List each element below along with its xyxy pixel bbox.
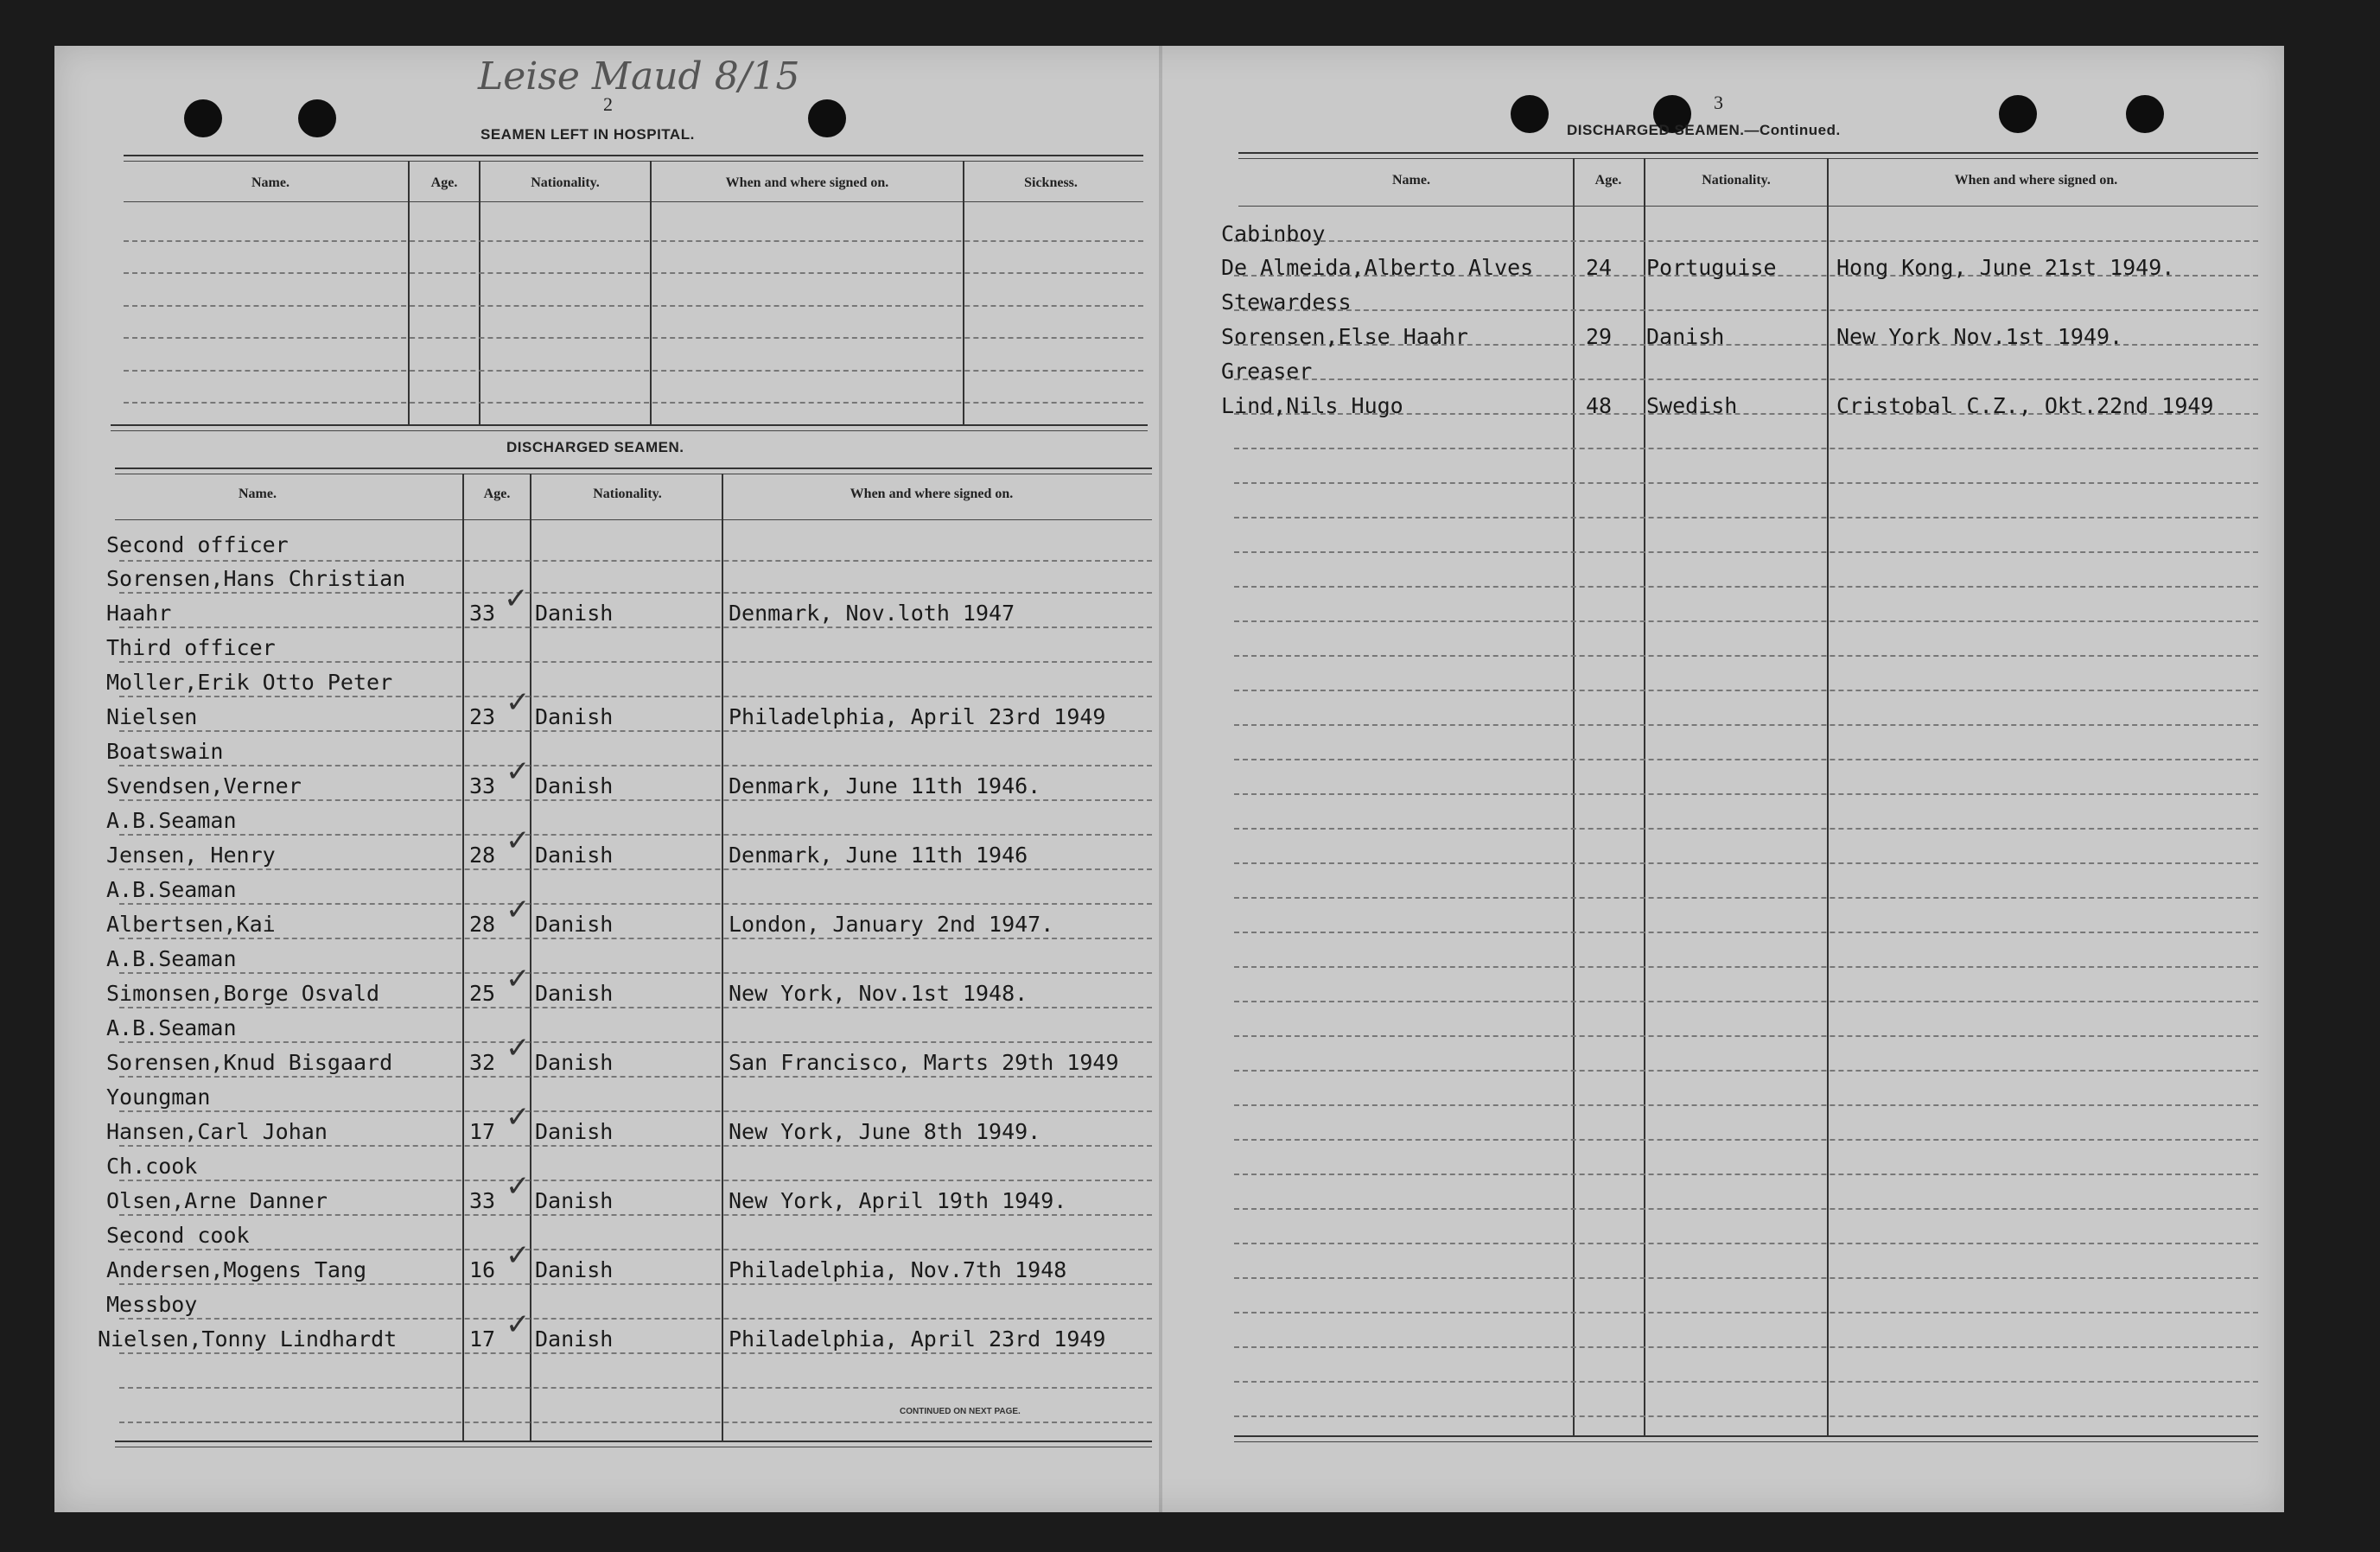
punch-hole: [1999, 95, 2037, 133]
crew-nationality: Danish: [1646, 324, 1725, 349]
check-mark-icon: ✓: [504, 582, 529, 616]
crew-signed-on: San Francisco, Marts 29th 1949: [729, 1050, 1119, 1075]
crew-age: 28: [469, 843, 496, 868]
punch-hole: [2126, 95, 2164, 133]
crew-signed-on: Hong Kong, June 21st 1949.: [1836, 255, 2175, 280]
right-col-nationality: Nationality.: [1702, 173, 1771, 188]
crew-rank: A.B.Seaman: [106, 808, 237, 833]
hospital-col-name: Name.: [251, 175, 290, 190]
crew-nationality: Danish: [535, 1119, 614, 1144]
discharged-section-title: DISCHARGED SEAMEN.: [506, 439, 684, 455]
hospital-col-age: Age.: [430, 175, 458, 190]
crew-rank: A.B.Seaman: [106, 946, 237, 971]
crew-name: Olsen,Arne Danner: [106, 1188, 328, 1213]
crew-name: Hansen,Carl Johan: [106, 1119, 328, 1144]
page-number-right: 3: [1714, 92, 1723, 113]
crew-signed-on: New York, June 8th 1949.: [729, 1119, 1041, 1144]
crew-signed-on: Philadelphia, April 23rd 1949: [729, 704, 1106, 729]
crew-nationality: Swedish: [1646, 393, 1738, 418]
crew-rank: Third officer: [106, 635, 276, 660]
punch-hole: [298, 99, 336, 137]
crew-name: Sorensen,Hans Christian: [106, 566, 406, 591]
check-mark-icon: ✓: [506, 1100, 531, 1135]
discharged-col-name: Name.: [239, 487, 277, 501]
crew-rank: Boatswain: [106, 739, 224, 764]
crew-rank: Second cook: [106, 1223, 250, 1248]
crew-rank: A.B.Seaman: [106, 1015, 237, 1040]
crew-age: 48: [1586, 393, 1613, 418]
crew-signed-on: Denmark, Nov.loth 1947: [729, 601, 1015, 626]
crew-signed-on: Denmark, June 11th 1946: [729, 843, 1028, 868]
crew-signed-on: New York, April 19th 1949.: [729, 1188, 1067, 1213]
crew-signed-on: Denmark, June 11th 1946.: [729, 773, 1041, 798]
right-section-title: DISCHARGED SEAMEN.—Continued.: [1567, 122, 1841, 138]
page-number-left: 2: [603, 93, 613, 115]
check-mark-icon: ✓: [506, 1238, 531, 1273]
crew-nationality: Danish: [535, 1326, 614, 1352]
crew-nationality: Danish: [535, 773, 614, 798]
crew-age: 16: [469, 1257, 496, 1282]
crew-rank: A.B.Seaman: [106, 877, 237, 902]
right-col-name: Name.: [1392, 173, 1430, 188]
right-col-signed-on: When and where signed on.: [1954, 173, 2118, 188]
crew-rank: Messboy: [106, 1292, 198, 1317]
crew-name: Nielsen: [106, 704, 198, 729]
crew-rank: Second officer: [106, 532, 289, 557]
crew-name: Sorensen,Knud Bisgaard: [106, 1050, 393, 1075]
crew-age: 33: [469, 1188, 496, 1213]
crew-signed-on: London, January 2nd 1947.: [729, 912, 1054, 937]
hospital-col-signed-on: When and where signed on.: [725, 175, 889, 190]
crew-nationality: Danish: [535, 981, 614, 1006]
check-mark-icon: ✓: [506, 685, 531, 720]
hospital-col-nationality: Nationality.: [531, 175, 600, 190]
crew-age: 25: [469, 981, 496, 1006]
document-sheet: [54, 46, 2284, 1512]
crew-age: 17: [469, 1326, 496, 1352]
crew-nationality: Danish: [535, 843, 614, 868]
crew-age: 29: [1586, 324, 1613, 349]
right-col-age: Age.: [1594, 173, 1622, 188]
continued-footer: CONTINUED ON NEXT PAGE.: [900, 1407, 1021, 1416]
crew-signed-on: New York, Nov.1st 1948.: [729, 981, 1028, 1006]
check-mark-icon: ✓: [506, 824, 531, 858]
crew-name: Andersen,Mogens Tang: [106, 1257, 367, 1282]
discharged-col-signed-on: When and where signed on.: [850, 487, 1014, 501]
crew-nationality: Danish: [535, 1188, 614, 1213]
crew-age: 24: [1586, 255, 1613, 280]
crew-signed-on: New York Nov.1st 1949.: [1836, 324, 2123, 349]
crew-name: Svendsen,Verner: [106, 773, 302, 798]
punch-hole: [1511, 95, 1549, 133]
crew-name: Simonsen,Borge Osvald: [106, 981, 380, 1006]
crew-name: Jensen, Henry: [106, 843, 276, 868]
check-mark-icon: ✓: [506, 754, 531, 789]
crew-name: De Almeida,Alberto Alves: [1221, 255, 1534, 280]
check-mark-icon: ✓: [506, 962, 531, 996]
crew-rank: Stewardess: [1221, 289, 1352, 315]
crew-signed-on: Philadelphia, April 23rd 1949: [729, 1326, 1106, 1352]
crew-name: Haahr: [106, 601, 172, 626]
punch-hole: [184, 99, 222, 137]
crew-name: Sorensen,Else Haahr: [1221, 324, 1468, 349]
check-mark-icon: ✓: [506, 1307, 531, 1342]
crew-age: 23: [469, 704, 496, 729]
handwritten-note: Leise Maud 8/15: [478, 54, 800, 99]
crew-signed-on: Philadelphia, Nov.7th 1948: [729, 1257, 1067, 1282]
crew-nationality: Portuguise: [1646, 255, 1777, 280]
discharged-col-nationality: Nationality.: [593, 487, 662, 501]
crew-age: 33: [469, 773, 496, 798]
crew-signed-on: Cristobal C.Z., Okt.22nd 1949: [1836, 393, 2214, 418]
crew-nationality: Danish: [535, 704, 614, 729]
crew-nationality: Danish: [535, 1257, 614, 1282]
hospital-section-title: SEAMEN LEFT IN HOSPITAL.: [480, 126, 695, 143]
crew-name: Moller,Erik Otto Peter: [106, 670, 393, 695]
crew-name: Lind,Nils Hugo: [1221, 393, 1403, 418]
check-mark-icon: ✓: [506, 1031, 531, 1065]
crew-nationality: Danish: [535, 912, 614, 937]
crew-name: Nielsen,Tonny Lindhardt: [98, 1326, 398, 1352]
check-mark-icon: ✓: [506, 1169, 531, 1204]
crew-rank: Cabinboy: [1221, 221, 1326, 246]
crew-name: Albertsen,Kai: [106, 912, 276, 937]
crew-age: 17: [469, 1119, 496, 1144]
check-mark-icon: ✓: [506, 893, 531, 927]
page-fold: [1159, 46, 1162, 1512]
crew-nationality: Danish: [535, 601, 614, 626]
crew-age: 28: [469, 912, 496, 937]
hospital-col-sickness: Sickness.: [1024, 175, 1078, 190]
crew-rank: Greaser: [1221, 359, 1313, 384]
crew-age: 33: [469, 601, 496, 626]
crew-rank: Ch.cook: [106, 1154, 198, 1179]
discharged-col-age: Age.: [483, 487, 511, 501]
crew-nationality: Danish: [535, 1050, 614, 1075]
punch-hole: [808, 99, 846, 137]
crew-rank: Youngman: [106, 1084, 211, 1110]
crew-age: 32: [469, 1050, 496, 1075]
